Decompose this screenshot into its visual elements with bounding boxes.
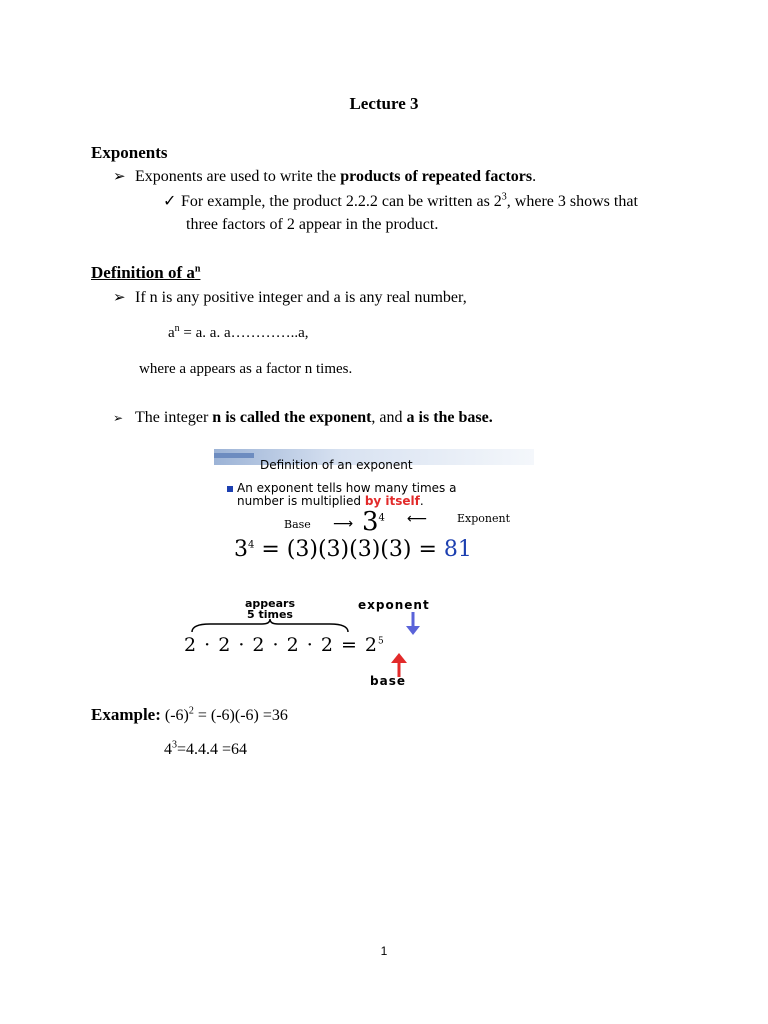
expansion-equation: $3^4 = (3)(3)(3)(3) = 81$: [234, 537, 472, 562]
definition-bullet-2: ➢ The integer n is called the exponent, and a is the base.: [113, 409, 493, 426]
checkmark-icon: ✓: [163, 193, 177, 210]
big-three: $3^4$: [362, 507, 385, 537]
image-title: Definition of an exponent: [260, 458, 413, 472]
definition-formula: $a^n = a$. a. a…………..a,: [168, 323, 309, 341]
header-band-accent: [214, 453, 254, 458]
square-bullet-icon: [227, 486, 233, 492]
arrow-bullet-icon: ➢: [113, 411, 124, 425]
brace-icon: [190, 618, 350, 634]
section-heading-definition: Definition of $a^n$: [91, 263, 201, 282]
product-equation: $2 \cdot 2 \cdot 2 \cdot 2 \cdot 2 = 2^5$: [184, 634, 385, 656]
arrow-right-icon: ⟶: [333, 516, 354, 532]
exponent-label: Exponent: [457, 512, 510, 525]
power-of-two-image: [180, 596, 480, 690]
appears-label: appears 5 times: [244, 597, 296, 621]
exponents-bullet-1: ➢ Exponents are used to write the products of repeated factors.: [113, 168, 537, 185]
section-heading-exponents: Exponents: [91, 143, 168, 162]
exponents-example-line-1: ✓ For example, the product 2.2.2 can be written as $2^3$, where 3 shows that: [163, 191, 638, 210]
arrow-left-icon: ⟵: [407, 511, 428, 527]
definition-bullet-1: ➢ If n is any positive integer and a is any real number,: [113, 289, 467, 306]
base-label: Base: [284, 518, 311, 531]
arrow-bullet-icon: ➢: [113, 169, 126, 185]
exponent-definition-image: [214, 449, 534, 571]
arrow-down-icon: [406, 612, 420, 636]
page-number: 1: [380, 944, 388, 958]
page-title: Lecture 3: [349, 94, 419, 113]
definition-where-line: where a appears as a factor n times.: [139, 361, 353, 377]
exponent-word-label: exponent: [358, 598, 430, 612]
base-word-label: base: [370, 674, 406, 688]
example-line-2: $4^3=4.4.4 =64$: [164, 739, 248, 758]
image-line-1: An exponent tells how many times a: [227, 481, 456, 495]
exponents-example-line-2: three factors of 2 appear in the product.: [186, 216, 439, 233]
example-line-1: Example: $(-6)^2 = (-6)(-6) =36$: [91, 705, 288, 724]
image-line-2: number is multiplied by itself.: [237, 494, 424, 508]
arrow-bullet-icon: ➢: [113, 290, 126, 306]
